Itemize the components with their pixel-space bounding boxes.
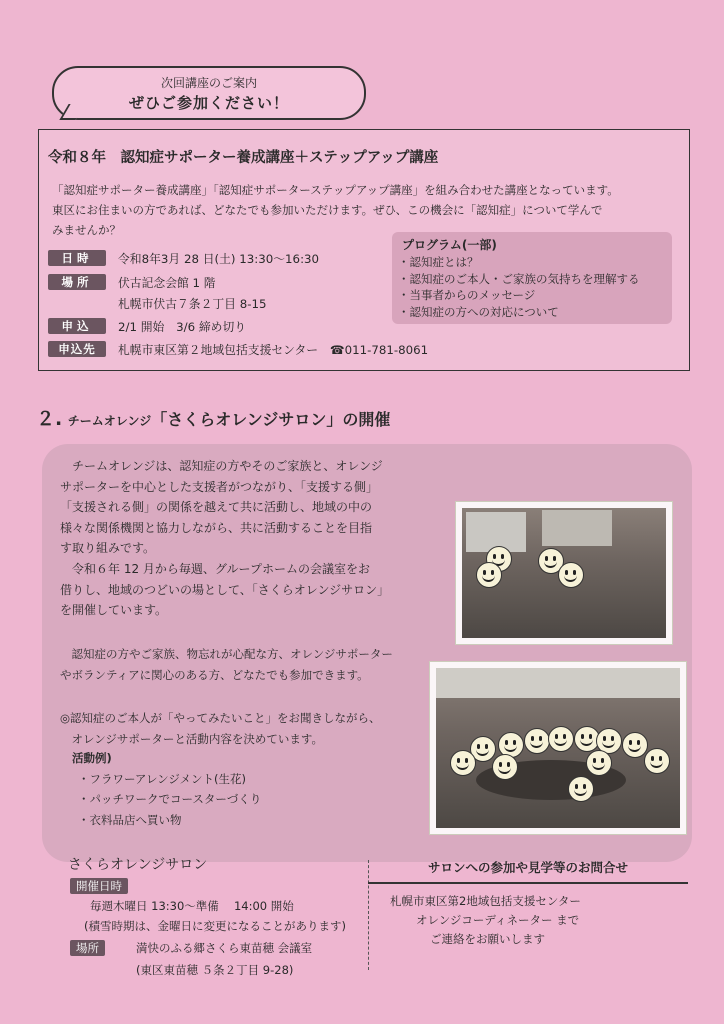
activities-heading: 活動例)	[72, 751, 112, 765]
program-item: ・認知症とは？	[398, 255, 479, 269]
announcement-bubble	[52, 66, 366, 120]
para-line: やボランティアに関心のある方、どなたでも参加できます。	[60, 668, 369, 682]
smiley-face-icon	[644, 748, 670, 774]
salon-photo-1	[456, 502, 672, 644]
para-line: 借りし、地域のつどいの場として、「さくらオレンジサロン」	[60, 582, 390, 597]
announcement-line2: ぜひご参加ください！	[128, 94, 289, 112]
para-line: オレンジサポーターと活動内容を決めています。	[60, 732, 324, 746]
program-item: ・認知症のご本人・ご家族の気持ちを理解する	[398, 271, 640, 286]
event-intro	[52, 180, 682, 240]
label-salon-date: 開催日時	[70, 878, 128, 894]
smiley-face-icon	[524, 728, 550, 754]
program-heading: プログラム(一部)	[402, 238, 497, 252]
para-line: 「支援される側」の関係を越えて共に活動し、地域の中の	[60, 500, 373, 515]
section2-title: 「さくらオレンジサロン」の開催	[151, 410, 391, 429]
activity-item: ・衣料品店へ買い物	[78, 812, 182, 827]
para-line: サポーターを中心とした支援者がつながり、「支援する側」	[60, 479, 379, 494]
smiley-face-icon	[476, 562, 502, 588]
activities-list	[72, 748, 261, 830]
smiley-face-icon	[450, 750, 476, 776]
salon-approach	[60, 708, 381, 750]
smiley-face-icon	[568, 776, 594, 802]
program-list	[398, 254, 640, 320]
section2-prefix: チームオレンジ	[67, 414, 152, 428]
salon-place-line: 満快のふる郷さくら東苗穂 会議室	[136, 941, 313, 955]
para-line: 様々な関係機関と協力しながら、共に活動することを目指	[60, 520, 373, 535]
program-item: ・認知症の方への対応について	[398, 304, 559, 319]
contact-box	[368, 858, 688, 949]
smiley-face-icon	[622, 732, 648, 758]
salon-date-line: 毎週木曜日 13:30～準備 14:00 開始	[90, 899, 294, 913]
para-line: を開催しています。	[60, 603, 168, 618]
intro-line: みませんか？	[52, 223, 121, 237]
para-line: 令和６年 12 月から毎週、グループホームの会議室をお	[60, 561, 370, 576]
value-apply-to: 札幌市東区第２地域包括支援センター ☎011-781-8061	[118, 343, 429, 357]
label-apply-to: 申込先	[48, 341, 106, 357]
para-line: す取り組みです。	[60, 541, 156, 556]
value-place: 伏古記念会館 1 階	[118, 276, 216, 290]
smiley-face-icon	[586, 750, 612, 776]
intro-line: 東区にお住まいの方であれば、どなたでも参加いただけます。ぜひ、この機会に「認知症」について学んで	[52, 203, 603, 217]
label-place: 場所	[48, 274, 106, 290]
program-box	[392, 232, 672, 324]
para-line: チームオレンジは、認知症の方やそのご家族と、オレンジ	[60, 459, 383, 473]
contact-line: ご連絡をお願いします	[430, 932, 545, 946]
para-line: 認知症の方やご家族、物忘れが心配な方、オレンジサポーター	[60, 647, 393, 661]
salon-description	[60, 456, 389, 621]
salon-date-note: (積雪時期は、金曜日に変更になることがあります)	[84, 919, 346, 933]
salon-photo-2	[430, 662, 686, 834]
salon-eligibility	[60, 644, 393, 686]
event-title: 令和８年 認知症サポーター養成講座＋ステップアップ講座	[48, 150, 439, 166]
section2-number: ２.	[36, 408, 63, 430]
label-datetime: 日時	[48, 250, 106, 266]
salon-place-address: (東区東苗穂 ５条２丁目 9-28)	[136, 963, 294, 977]
label-salon-place: 場所	[70, 940, 105, 956]
label-apply: 申込	[48, 318, 106, 334]
smiley-face-icon	[558, 562, 584, 588]
section2-heading	[36, 404, 390, 431]
smiley-face-icon	[548, 726, 574, 752]
intro-line: 「認知症サポーター養成講座」「認知症サポーターステップアップ講座」を組み合わせた講座となっています。	[52, 183, 619, 197]
contact-line: 札幌市東区第2地域包括支援センター	[390, 894, 581, 908]
window-shape	[542, 510, 612, 546]
value-apply: 2/1 開始 3/6 締め切り	[118, 320, 247, 334]
activity-item: ・パッチワークでコースターづくり	[78, 792, 262, 806]
contact-heading: サロンへの参加や見学等のお問合せ	[368, 858, 688, 884]
para-line: ◎認知症のご本人が「やってみたいこと」をお聞きしながら、	[60, 711, 381, 725]
value-address: 札幌市伏古７条２丁目 8-15	[118, 297, 267, 311]
value-datetime: 令和8年3月 28 日(土) 13:30～16:30	[118, 252, 320, 266]
smiley-face-icon	[492, 754, 518, 780]
program-item: ・当事者からのメッセージ	[398, 288, 536, 302]
contact-line: オレンジコーディネーター まで	[416, 913, 580, 927]
ceiling-shape	[436, 668, 680, 698]
activity-item: ・フラワーアレンジメント(生花)	[78, 771, 247, 786]
announcement-line1: 次回講座のご案内	[160, 76, 257, 90]
salon-name: さくらオレンジサロン	[68, 857, 208, 873]
